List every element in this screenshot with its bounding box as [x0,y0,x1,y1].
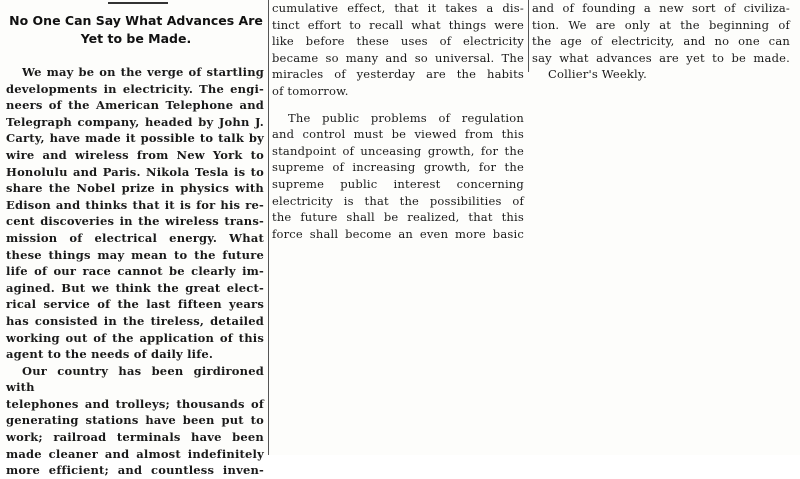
text-line: agent to the needs of daily life. [6,347,214,362]
text-line: became so many and so universal. The [272,50,524,65]
headline-line-1: No One Can Say What Advances Are [9,13,263,28]
text-line: working out of the application of this [6,330,264,345]
headline-rule [108,2,168,4]
text-line: supreme of increasing growth, for the [272,160,524,175]
text-line: telephones and trolleys; thousands of [6,396,264,411]
text-line: has consisted in the tireless, detailed [6,313,264,328]
text-line: life of our race cannot be clearly im- [6,264,264,279]
text-line: neers of the American Telephone and [6,98,264,113]
text-line: share the Nobel prize in physics with [6,181,264,196]
text-line: developments in electricity. The engi- [6,81,264,96]
text-line: agined. But we think the great elect- [6,280,264,295]
text-line: tinct effort to recall what things were [272,17,524,32]
text-line: miracles of yesterday are the habits [272,67,524,82]
article-source: Collier's Weekly. [548,67,647,82]
article-column-2 [272,0,524,242]
text-line: Honolulu and Paris. Nikola Tesla is to [6,164,264,179]
text-line: mission of electrical energy. What [6,230,264,245]
article-column-1 [6,64,264,479]
column-divider-1 [268,0,269,455]
article-headline [0,12,272,48]
text-line: and of founding a new sort of civiliza- [532,1,790,15]
text-line: We may be on the verge of startling [22,65,264,79]
text-line: electricity is that the possibilities of [272,193,524,208]
text-line: Carty, have made it possible to talk by [6,131,264,146]
text-line: cumulative effect, that it takes a dis- [272,1,524,15]
text-line: the age of electricity, and no one can [532,34,790,49]
text-line: and control must be viewed from this [272,127,524,142]
text-line: more efficient; and countless inven- [6,463,264,478]
column-divider-2 [528,0,529,72]
text-line: the future shall be realized, that this [272,210,524,225]
text-line: of tomorrow. [272,83,349,98]
text-line: generating stations have been put to [6,413,264,428]
text-line: made cleaner and almost indefinitely [6,446,264,461]
headline-line-2: Yet to be Made. [80,31,192,46]
text-line: wire and wireless from New York to [6,147,264,162]
text-line: The public problems of regulation [288,110,524,125]
text-line: Edison and thinks that it is for his re- [6,197,264,212]
text-line: Our country has been girdironed with [6,363,264,395]
text-line: work; railroad terminals have been [6,430,264,445]
text-line: cent discoveries in the wireless trans- [6,214,264,229]
text-line: tion. We are only at the beginning of [532,17,790,32]
text-line: Telegraph company, headed by John J. [6,114,264,129]
text-line: force shall become an even more basic [272,226,524,241]
article-column-3 [532,0,790,83]
text-line: rical service of the last fifteen years [6,297,264,312]
text-line: like before these uses of electricity [272,34,524,49]
text-line: supreme public interest concerning [272,176,524,191]
text-line: say what advances are yet to be made. [532,50,790,65]
text-line: these things may mean to the future [6,247,264,262]
text-line: standpoint of unceasing growth, for the [272,143,524,158]
